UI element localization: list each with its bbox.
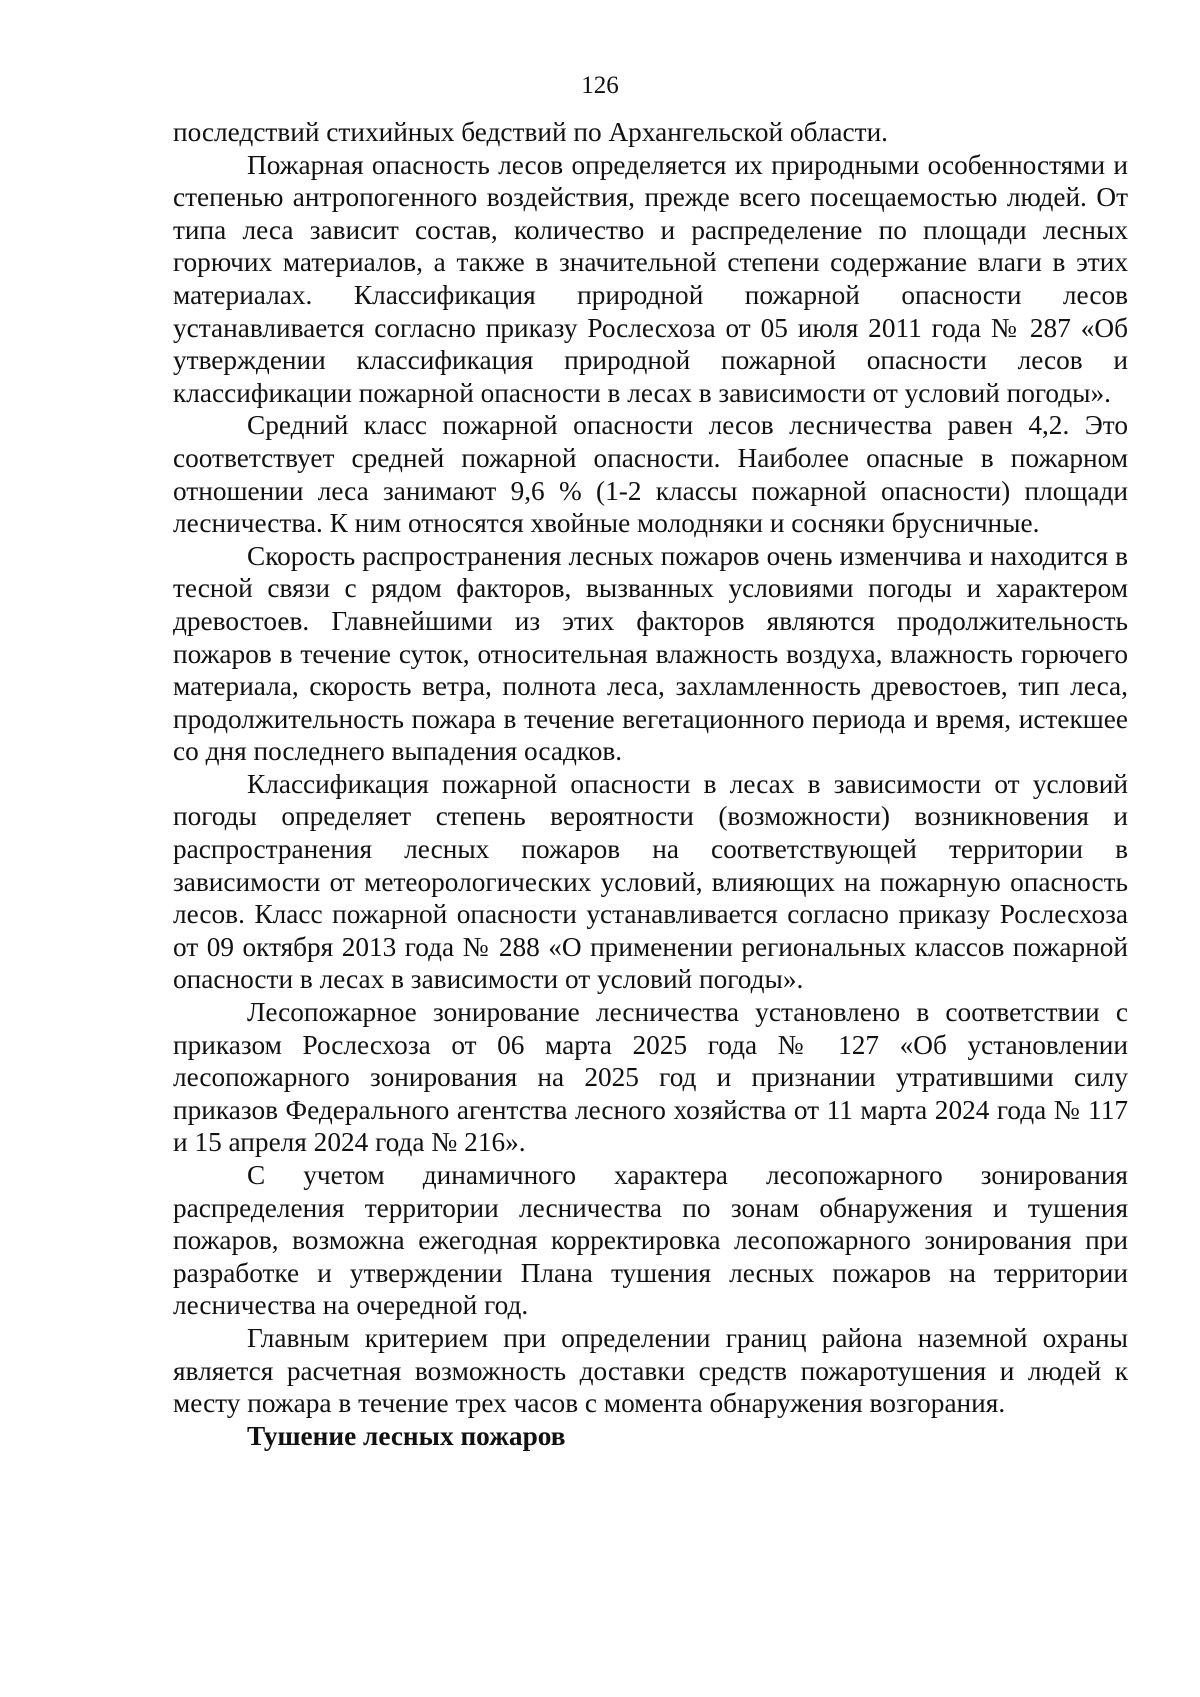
paragraph-fire-danger: Пожарная опасность лесов определяется их природными особенностями и степенью антропогенного воздействия, прежде всего посещаемостью людей. От типа леса зависит состав, количество и распределение по площади лесных горючих материалов, а также в значительной степени содержание влаги в этих материалах. Классификация природной пожарной опасности лесов устанавливается согласно приказу Рослесхоза от 05 июля 2011 года № 287 «Об утверждении классификация природной пожарной опасности лесов и классификации пожарной опасности в лесах в зависимости от условий погоды».: [173, 149, 1128, 408]
document-body: [173, 116, 1128, 1452]
paragraph-continuation: последствий стихийных бедствий по Архангельской области.: [173, 117, 888, 147]
paragraph-ground-protection: Главным критерием при определении границ района наземной охраны является расчетная возможность доставки средств пожаротушения и людей к месту пожара в течение трех часов с момента обнаружения возгорания.: [173, 1322, 1128, 1419]
section-heading: Тушение лесных пожаров: [247, 1420, 566, 1451]
paragraph-weather-classification: Классификация пожарной опасности в лесах в зависимости от условий погоды определяет степень вероятности (возможности) возникновения и распространения лесных пожаров на соответствующей территории в зависимости от метеорологических условий, влияющих на пожарную опасность лесов. Класс пожарной опасности устанавливается согласно приказу Рослесхоза от 09 октября 2013 года № 288 «О применении региональных классов пожарной опасности в лесах в зависимости от условий погоды».: [173, 768, 1128, 995]
paragraph-zoning: Лесопожарное зонирование лесничества установлено в соответствии с приказом Рослесхоза от 06 марта 2025 года № 127 «Об установлении лесопожарного зонирования на 2025 год и признании утратившими силу приказов Федерального агентства лесного хозяйства от 11 марта 2024 года № 117 и 15 апреля 2024 года № 216».: [173, 997, 1128, 1158]
paragraph-zoning-adjustment: С учетом динамичного характера лесопожарного зонирования распределения территории лесничества по зонам обнаружения и тушения пожаров, возможна ежегодная корректировка лесопожарного зонирования при разработке и утверждении Плана тушения лесных пожаров на территории лесничества на очередной год.: [173, 1160, 1128, 1321]
paragraph-average-class: Средний класс пожарной опасности лесов лесничества равен 4,2. Это соответствует средней пожарной опасности. Наиболее опасные в пожарном отношении леса занимают 9,6 % (1-2 классы пожарной опасности) площади лесничества. К ним относятся хвойные молодняки и сосняки брусничные.: [173, 410, 1128, 539]
paragraph-spread-speed: Скорость распространения лесных пожаров очень изменчива и находится в тесной связи с рядом факторов, вызванных условиями погоды и характером древостоев. Главнейшими из этих факторов являются продолжительность пожаров в течение суток, относительная влажность воздуха, влажность горючего материала, скорость ветра, полнота леса, захламленность древостоев, тип леса, продолжительность пожара в течение вегетационного периода и время, истекшее со дня последнего выпадения осадков.: [173, 540, 1128, 767]
page-number: 126: [581, 72, 619, 99]
